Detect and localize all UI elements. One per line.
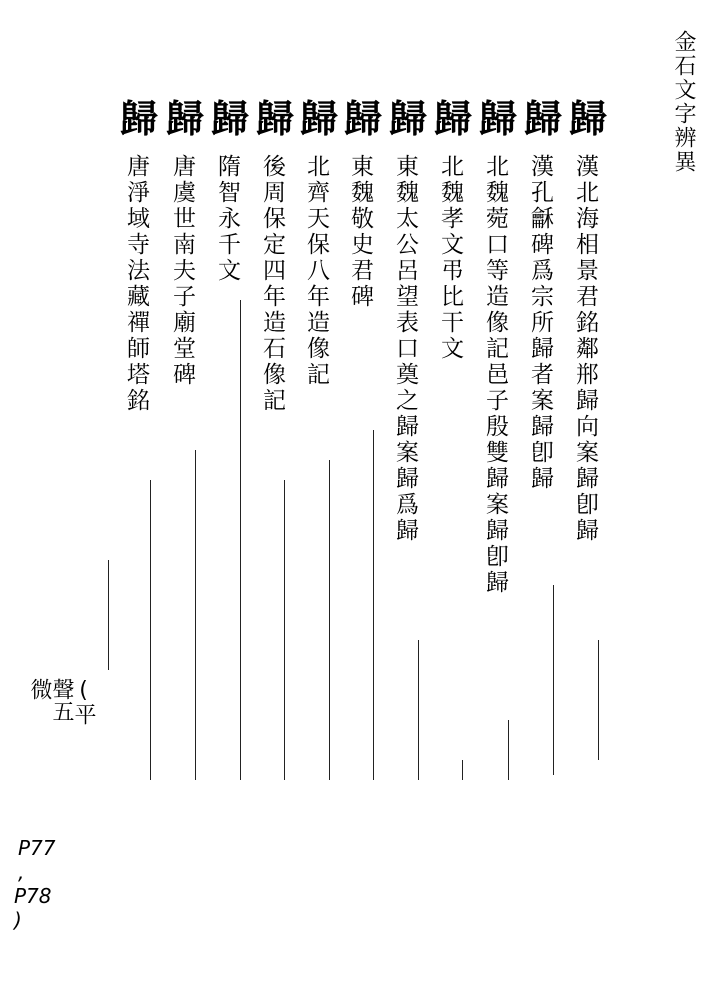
column-rule (462, 760, 463, 780)
column-rule (240, 300, 241, 780)
handwritten-note-page: P77 , (18, 836, 56, 884)
column-rule (508, 720, 509, 780)
entry-source: 漢北海相景君銘鄰郱歸向案歸卽歸 (572, 154, 598, 544)
entry-head-char: 歸 (433, 96, 472, 141)
entry-source: 唐虞世南夫子廟堂碑 (169, 154, 195, 388)
entry-head-char: 歸 (523, 96, 562, 141)
entry-head-char: 歸 (299, 96, 338, 141)
entry-head-char: 歸 (255, 96, 294, 141)
entry-source: 隋智永千文 (214, 154, 240, 284)
column-rule (598, 640, 599, 760)
book-title: 金石文字辨異 (671, 30, 696, 174)
entry-head-char: 歸 (478, 96, 517, 141)
entry-head-char: 歸 (343, 96, 382, 141)
column-rule (553, 585, 554, 775)
entry-source: 唐淨域寺法藏禪師塔銘 (123, 154, 149, 414)
handwritten-note-line: (平聲五微 (27, 678, 96, 725)
entry-head-char: 歸 (165, 96, 204, 141)
column-rule (195, 450, 196, 780)
column-rule (329, 460, 330, 780)
column-rule (150, 480, 151, 780)
handwritten-note-page: P78 ) (14, 884, 52, 932)
entry-source: 東魏敬史君碑 (347, 154, 373, 310)
entry-head-char: 歸 (568, 96, 607, 141)
entry-source: 後周保定四年造石像記 (259, 154, 285, 414)
column-rule (108, 560, 109, 670)
entry-head-char: 歸 (119, 96, 158, 141)
entry-source: 北魏孝文弔比干文 (437, 154, 463, 362)
entry-source: 北魏菀口等造像記邑子殷雙歸案歸卽歸 (482, 154, 508, 596)
entry-head-char: 歸 (210, 96, 249, 141)
entry-source: 漢孔龢碑爲宗所歸者案歸卽歸 (527, 154, 553, 492)
column-rule (284, 480, 285, 780)
entry-source: 東魏太公呂望表口奠之歸案歸爲歸 (392, 154, 418, 544)
column-rule (418, 640, 419, 780)
column-rule (373, 430, 374, 780)
entry-source: 北齊天保八年造像記 (303, 154, 329, 388)
entry-head-char: 歸 (388, 96, 427, 141)
